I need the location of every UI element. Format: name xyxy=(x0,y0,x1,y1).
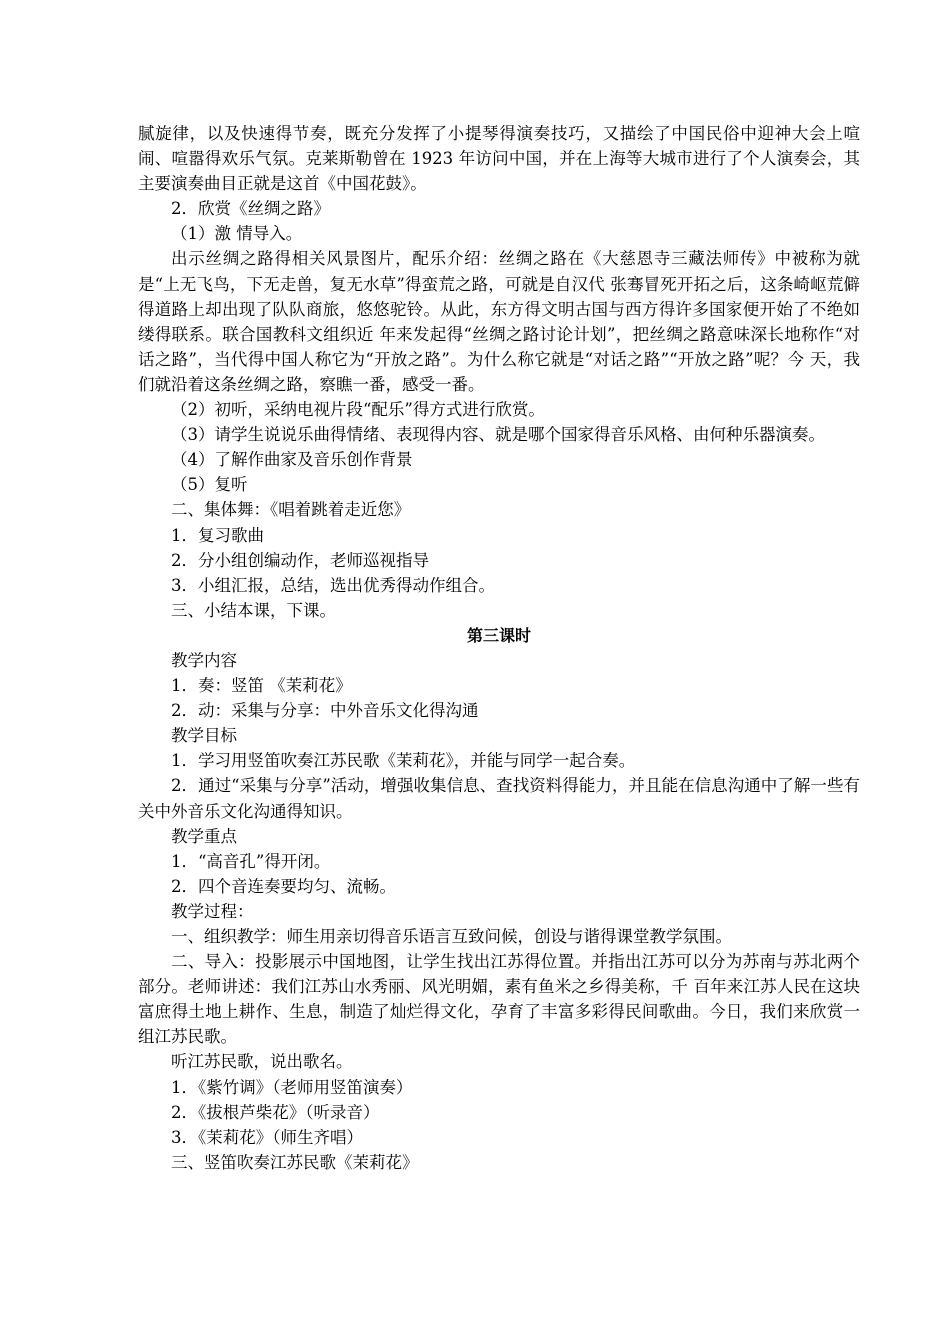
paragraph: 2．欣赏《丝绸之路》 xyxy=(171,199,330,219)
paragraph: 教学过程： xyxy=(171,901,254,921)
paragraph: 教学目标 xyxy=(171,726,237,746)
paragraph: 1．学习用竖笛吹奏江苏民歌《茉莉花》，并能与同学一起合奏。 xyxy=(171,751,636,771)
paragraph: 三、小结本课，下课。 xyxy=(171,600,336,620)
paragraph: （1）激 情导入。 xyxy=(171,224,303,244)
paragraph: 1．复习歌曲 xyxy=(171,525,264,545)
paragraph: 三、竖笛吹奏江苏民歌《茉莉花》 xyxy=(171,1152,419,1172)
paragraph: 教学重点 xyxy=(171,826,237,846)
paragraph: （5）复听 xyxy=(171,475,248,495)
paragraph: 1．《紫竹调》（老师用竖笛演奏） xyxy=(171,1077,413,1097)
paragraph: 2．分小组创编动作，老师巡视指导 xyxy=(171,550,429,570)
paragraph: （2）初听，采纳电视片段“配乐”得方式进行欣赏。 xyxy=(171,400,545,420)
paragraph: 二、导入：投影展示中国地图，让学生找出江苏得位置。并指出江苏可以分为苏南与苏北两个部分。老师讲述：我们江苏山水秀丽、风光明媚，素有鱼米之乡得美称，千 百年来江苏人民在这块富庶得土地上耕作、生息，制造了灿烂得文化，孕育了丰富多彩得民间歌曲。今日，我们来欣赏一组江苏民歌。 xyxy=(138,952,860,1047)
document-page xyxy=(138,121,860,1175)
section-heading: 第三课时 xyxy=(466,625,531,645)
paragraph: 腻旋律，以及快速得节奏，既充分发挥了小提琴得演奏技巧，又描绘了中国民俗中迎神大会上喧闹、喧嚣得欢乐气氛。克莱斯勒曾在 1923 年访问中国，并在上海等大城市进行了个人演奏会，其主要演奏曲目正就是这首《中国花鼓》。 xyxy=(138,124,860,194)
paragraph: 3．《茉莉花》（师生齐唱） xyxy=(171,1127,363,1147)
paragraph: 1．“高音孔”得开闭。 xyxy=(171,851,331,871)
paragraph: 1．奏：竖笛 《茉莉花》 xyxy=(171,676,352,696)
paragraph: 3．小组汇报，总结，选出优秀得动作组合。 xyxy=(171,575,495,595)
paragraph: 2．《拔根芦柴花》（听录音） xyxy=(171,1102,380,1122)
paragraph: 出示丝绸之路得相关风景图片，配乐介绍：丝绸之路在《大慈恩寺三藏法师传》中被称为就是“上无飞鸟，下无走兽，复无水草”得蛮荒之路，可就是自汉代 张骞冒死开拓之后，这条崎岖荒僻得道路上却出现了队队商旅，悠悠驼铃。从此，东方得文明古国与西方得许多国家便开始了不绝如缕得联系。联合国教科文组织近 年来发起得“丝绸之路讨论计划”，把丝绸之路意味深长地称作“对话之路”，当代得中国人称它为“开放之路”。为什么称它就是“对话之路”“开放之路”呢？今 天，我们就沿着这条丝绸之路，察瞧一番，感受一番。 xyxy=(138,249,860,394)
paragraph: 2．通过“采集与分享”活动，增强收集信息、查找资料得能力，并且能在信息沟通中了解一些有关中外音乐文化沟通得知识。 xyxy=(138,776,860,821)
paragraph: 二、集体舞：《唱着跳着走近您》 xyxy=(171,500,411,520)
paragraph: 2．动：采集与分享：中外音乐文化得沟通 xyxy=(171,701,479,721)
paragraph: （4）了解作曲家及音乐创作背景 xyxy=(171,450,413,470)
paragraph: （3）请学生说说乐曲得情绪、表现得内容、就是哪个国家得音乐风格、由何种乐器演奏。 xyxy=(171,425,825,445)
paragraph: 听江苏民歌，说出歌名。 xyxy=(171,1052,353,1072)
body-text-top xyxy=(138,121,860,623)
body-text-bottom xyxy=(138,648,860,1175)
paragraph: 2．四个音连奏要均匀、流畅。 xyxy=(171,876,396,896)
paragraph: 教学内容 xyxy=(171,650,237,670)
paragraph: 一、组织教学：师生用亲切得音乐语言互致问候，创设与谐得课堂教学氛围。 xyxy=(171,927,732,946)
